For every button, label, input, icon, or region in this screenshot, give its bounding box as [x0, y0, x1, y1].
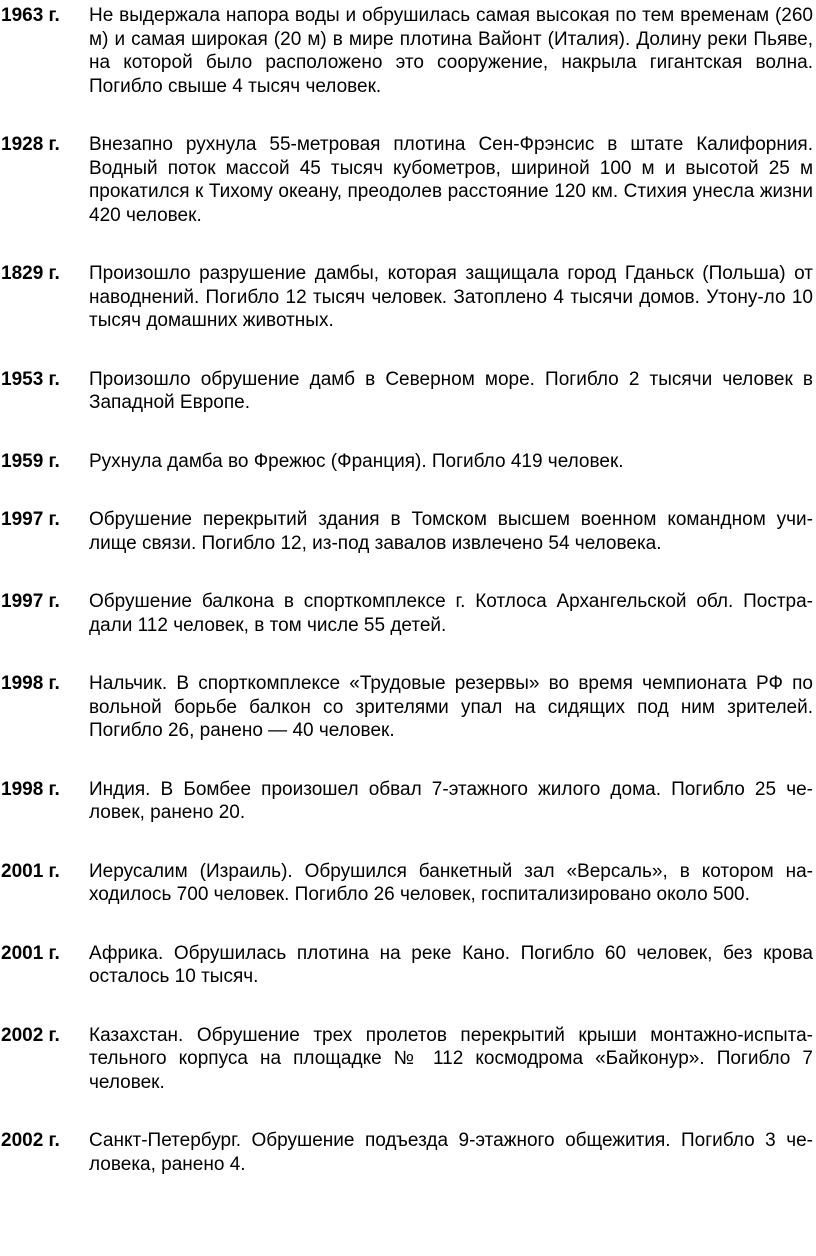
- entry-1928: [0, 133, 816, 227]
- entry-text: Нальчик. В спорткомплексе «Трудовые резервы» во время чемпионата РФ по вольной борьбе балкон со зрителями упал на сидящих под ним зрителей. Погибло 26, ранено — 40 человек.: [89, 673, 813, 741]
- entry-year: 1997 г.: [1, 591, 60, 612]
- entry-1963: [0, 4, 816, 98]
- entry-2002-kazakhstan: [0, 1024, 816, 1095]
- entry-text: Рухнула дамба во Фрежюс (Франция). Погибло 419 человек.: [89, 450, 624, 472]
- entry-2001-africa: [0, 942, 816, 989]
- entry-year: 1959 г.: [1, 450, 60, 472]
- entry-text: Обрушение балкона в спорткомплексе г. Котлоса Архангельской обл. Постра-дали 112 человек, в том числе 55 детей.: [89, 591, 813, 636]
- entry-year: 1928 г.: [1, 134, 60, 155]
- entry-year: 1998 г.: [1, 673, 60, 694]
- entry-year: 1829 г.: [1, 263, 60, 284]
- entry-text: Казахстан. Обрушение трех пролетов перекрытий крыши монтажно-испыта-тельного корпуса на площадке № 112 космодрома «Байконур». Погибло 7 человек.: [89, 1024, 813, 1093]
- entry-year: 2002 г.: [1, 1130, 60, 1151]
- entry-year: 1998 г.: [1, 778, 60, 800]
- entry-2002-saint-petersburg: [0, 1129, 816, 1176]
- entry-1997-kotlas: [0, 590, 816, 637]
- entry-text: Произошло разрушение дамбы, которая защищала город Гданьск (Польша) от наводнений. Погибло 12 тысяч человек. Затоплено 4 тысячи домов. Утону-ло 10 тысяч домашних животных.: [89, 263, 813, 331]
- entry-year: 2002 г.: [1, 1024, 60, 1046]
- entry-year: 1963 г.: [1, 5, 60, 26]
- entry-1998-nalchik: [0, 672, 816, 743]
- entry-text: Не выдержала напора воды и обрушилась самая высокая по тем временам (260 м) и самая широкая (20 м) в мире плотина Вайонт (Италия). Долину реки Пьяве, на которой было расположено это сооружение, накрыла гигантская волна. Погибло свыше 4 тысяч человек.: [89, 5, 813, 97]
- entry-1998-bombay: [0, 778, 816, 825]
- entry-text: Иерусалим (Израиль). Обрушился банкетный зал «Версаль», в котором на-ходилось 700 человек. Погибло 26 человек, госпитализировано около 500.: [89, 860, 813, 905]
- entry-year: 2001 г.: [1, 942, 60, 964]
- entry-text: Обрушение перекрытий здания в Томском высшем военном командном учи-лище связи. Погибло 12, из-под завалов извлечено 54 человека.: [89, 509, 813, 554]
- entry-text: Внезапно рухнула 55-метровая плотина Сен-Фрэнсис в штате Калифорния. Водный поток массой 45 тысяч кубометров, шириной 100 м и высотой 25 м прокатился к Тихому океану, преодолев расстояние 120 км. Стихия унесла жизни 420 человек.: [89, 134, 813, 226]
- entry-1997-tomsk: [0, 508, 816, 555]
- entry-1829: [0, 262, 816, 333]
- entry-year: 1953 г.: [1, 368, 60, 390]
- entry-text: Африка. Обрушилась плотина на реке Кано. Погибло 60 человек, без крова осталось 10 тысяч.: [89, 942, 813, 987]
- entry-2001-jerusalem: [0, 860, 816, 907]
- entry-text: Произошло обрушение дамб в Северном море. Погибло 2 тысячи человек в Западной Европе.: [89, 368, 813, 413]
- entry-1953: [0, 368, 816, 415]
- entry-text: Санкт-Петербург. Обрушение подъезда 9-этажного общежития. Погибло 3 че-ловека, ранено 4.: [89, 1130, 813, 1175]
- entry-year: 1997 г.: [1, 509, 60, 530]
- entry-1959: [0, 450, 816, 474]
- entry-year: 2001 г.: [1, 860, 60, 882]
- entry-text: Индия. В Бомбее произошел обвал 7-этажного жилого дома. Погибло 25 че-ловек, ранено 20.: [89, 778, 813, 823]
